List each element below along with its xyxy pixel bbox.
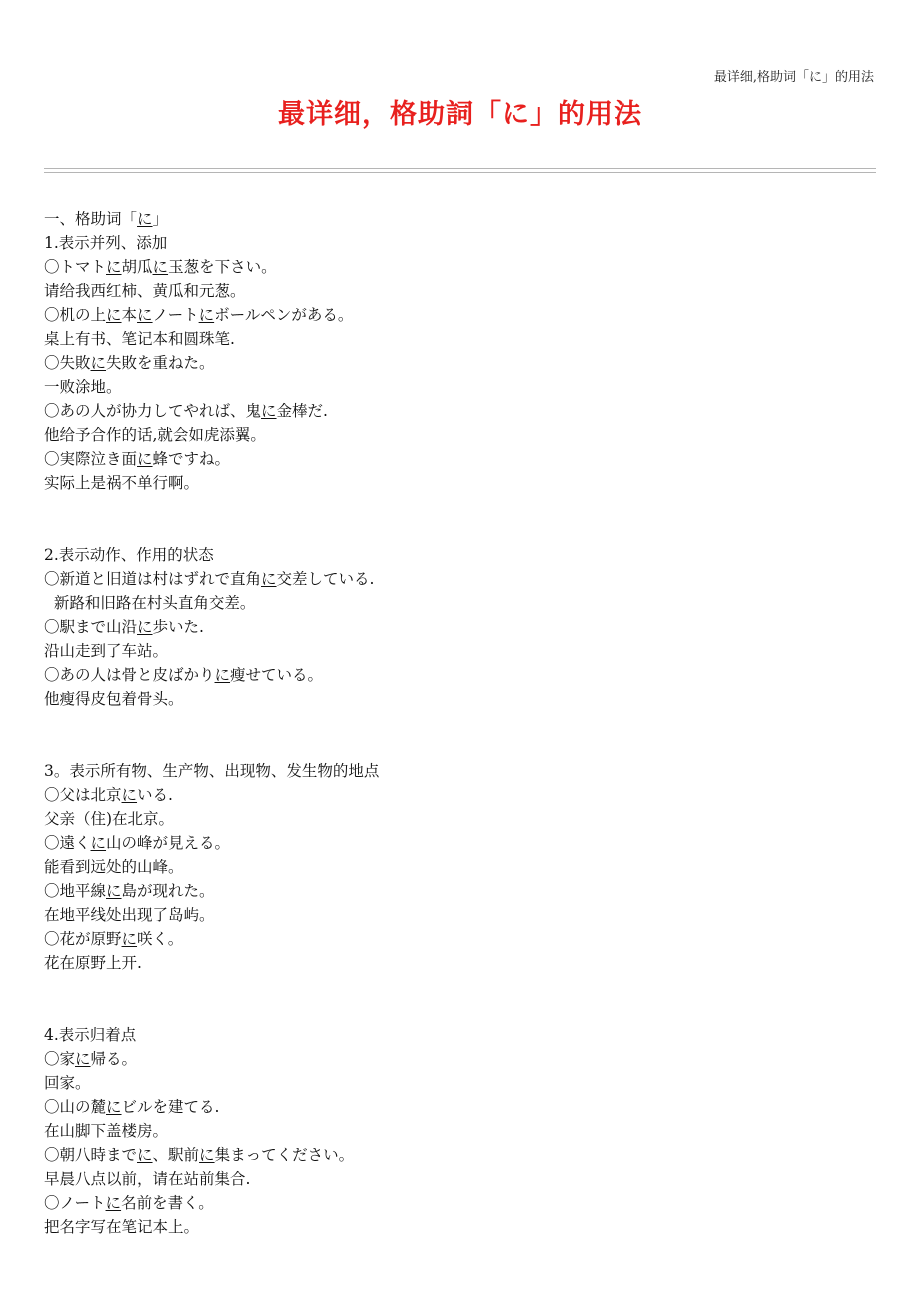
text-line [44,447,884,471]
text-segment: 3。表示所有物、生产物、出现物、发生物的地点 [44,762,380,780]
text-segment: 〇家 [44,1050,76,1068]
particle-ni-highlight: に [137,306,153,324]
text-segment: 、駅前 [152,1146,200,1164]
text-segment: 本 [121,306,138,324]
text-line [44,327,884,351]
text-line [44,663,884,687]
text-segment: 咲く。 [137,930,184,948]
text-segment: 〇新道と旧道は村はずれで直角 [44,570,262,588]
particle-ni-highlight: に [106,1098,122,1116]
text-line [44,1167,884,1191]
text-line [44,1143,884,1167]
text-segment: いる. [137,786,173,804]
text-segment: 花在原野上开. [44,954,142,972]
text-segment: 父亲（住)在北京。 [44,810,175,828]
text-segment: ビルを建てる. [121,1098,220,1116]
text-segment: 蜂ですね。 [152,450,231,468]
text-line [44,567,884,591]
text-segment: 〇ノート [44,1194,106,1212]
particle-ni-highlight: に [198,306,215,324]
text-segment: 把名字写在笔记本上。 [44,1218,200,1236]
text-segment: 一、格助词「 [44,210,138,228]
particle-ni-highlight: に [121,786,138,804]
text-line [44,951,884,1023]
text-line [44,615,884,639]
text-line [44,207,884,231]
text-segment: 〇山の麓 [44,1098,107,1116]
text-line [44,543,884,567]
text-segment: 山の峰が見える。 [106,834,231,852]
text-segment: ノート [152,306,199,324]
text-line [44,1119,884,1143]
text-segment: 在山脚下盖楼房。 [44,1122,169,1140]
text-segment: 他瘦得皮包着骨头。 [44,690,184,708]
text-segment: 〇実際泣き面 [44,450,138,468]
particle-ni-highlight: に [137,210,153,228]
text-line [44,255,884,279]
header-divider [44,168,876,173]
text-line [44,855,884,879]
particle-ni-highlight: に [90,834,107,852]
text-line [44,1071,884,1095]
text-line [44,1095,884,1119]
text-line [44,927,884,951]
text-line [44,591,884,615]
text-line [44,471,884,543]
text-segment: 」 [152,210,169,228]
document-body [44,207,884,1239]
particle-ni-highlight: に [106,306,122,324]
text-segment: 1.表示并列、添加 [44,234,168,252]
text-segment: 回家。 [44,1074,91,1092]
particle-ni-highlight: に [90,354,107,372]
text-segment: 〇花が原野 [44,930,122,948]
text-line [44,1191,884,1215]
text-line [44,903,884,927]
text-segment: 玉葱を下さい。 [168,258,277,276]
text-segment: 瘦せている。 [230,666,324,684]
text-segment: 桌上有书、笔记本和圆珠笔. [44,330,235,348]
particle-ni-highlight: に [261,570,277,588]
text-segment: 〇父は北京 [44,786,122,804]
text-line [44,1047,884,1071]
text-segment: 〇駅まで山沿 [44,618,138,636]
text-segment: 名前を書く。 [121,1194,214,1212]
particle-ni-highlight: に [121,930,138,948]
particle-ni-highlight: に [105,1194,122,1212]
text-segment: 金棒だ. [276,402,328,420]
text-segment: 島が现れた。 [121,882,215,900]
text-segment: 〇失敗 [44,354,91,372]
text-line [44,423,884,447]
text-line [44,807,884,831]
text-segment: 新路和旧路在村头直角交差。 [44,594,256,612]
text-line [44,639,884,663]
text-segment: 请给我西红柿、黄瓜和元葱。 [44,282,246,300]
text-segment: 〇朝八時まで [44,1146,138,1164]
text-line [44,831,884,855]
text-segment: 在地平线处出现了岛屿。 [44,906,215,924]
text-line [44,399,884,423]
text-line [44,759,884,783]
text-line [44,231,884,255]
particle-ni-highlight: に [137,618,153,636]
text-line [44,375,884,399]
particle-ni-highlight: に [106,882,122,900]
text-line [44,687,884,759]
text-segment: 〇地平線 [44,882,107,900]
text-segment: 实际上是祸不单行啊。 [44,474,200,492]
particle-ni-highlight: に [137,1146,153,1164]
running-header: 最详细,格助词「に」的用法 [713,70,874,85]
text-line [44,783,884,807]
text-segment: 〇あの人は骨と皮ばかり [44,666,215,684]
text-segment: 〇遠く [44,834,91,852]
text-line [44,303,884,327]
text-line [44,1023,884,1047]
text-segment: 歩いた. [152,618,204,636]
text-segment: ボールペンがある。 [214,306,354,324]
document-title: 最详细，格助詞「に」的用法 [278,99,642,130]
text-segment: 帰る。 [90,1050,138,1068]
particle-ni-highlight: に [199,1146,215,1164]
text-segment: 2.表示动作、作用的状态 [44,546,214,564]
particle-ni-highlight: に [106,258,122,276]
text-segment: 胡瓜 [121,258,153,276]
particle-ni-highlight: に [152,258,169,276]
particle-ni-highlight: に [137,450,153,468]
text-segment: 早晨八点以前，请在站前集合. [44,1170,251,1188]
text-segment: 〇トマト [44,258,107,276]
text-segment: 集まってください。 [214,1146,355,1164]
text-segment: 〇机の上 [44,306,107,324]
text-segment: 沿山走到了车站。 [44,642,169,660]
text-segment: 4.表示归着点 [44,1026,137,1044]
particle-ni-highlight: に [261,402,277,420]
text-line [44,351,884,375]
particle-ni-highlight: に [75,1050,91,1068]
text-segment: 交差している. [276,570,375,588]
text-line [44,279,884,303]
text-line [44,1215,884,1239]
text-segment: 能看到远处的山峰。 [44,858,184,876]
particle-ni-highlight: に [214,666,231,684]
text-segment: 一败涂地。 [44,378,122,396]
text-segment: 〇あの人が协力してやれば、鬼 [44,402,262,420]
text-segment: 他给予合作的话,就会如虎添翼。 [44,426,266,444]
text-line [44,879,884,903]
text-segment: 失敗を重ねた。 [106,354,215,372]
